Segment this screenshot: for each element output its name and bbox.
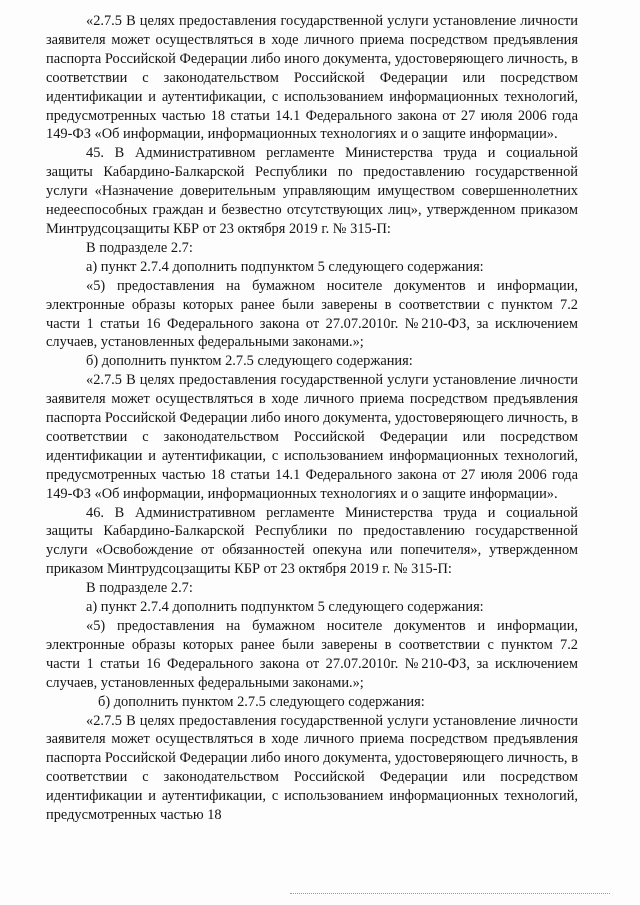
paragraph-quote-5: «5) предоставления на бумажном носителе документов и информации, электронные образы которых ранее были заверены в соответствии с пунктом 7.2 части 1 статьи 16 Федерального закона от 27.07.2010г. №210-ФЗ, за исключением случаев, установленных федеральными законами.»; [46, 277, 578, 351]
scan-edge-line [290, 893, 610, 894]
paragraph-point-b: б) дополнить пунктом 2.7.5 следующего содержания: [86, 353, 413, 370]
paragraph-subsection: В подразделе 2.7: [86, 239, 193, 256]
paragraph-quote-5: «5) предоставления на бумажном носителе документов и информации, электронные образы которых ранее были заверены в соответствии с пунктом 7.2 части 1 статьи 16 Федерального закона от 27.07.2010г. №210-ФЗ, за исключением случаев, установленных федеральными законами.»; [46, 618, 578, 691]
document-body [46, 12, 578, 825]
paragraph-point-a: а) пункт 2.7.4 дополнить подпунктом 5 следующего содержания: [86, 258, 484, 275]
paragraph-point-b: б) дополнить пунктом 2.7.5 следующего содержания: [98, 693, 425, 710]
paragraph-point-a: а) пункт 2.7.4 дополнить подпунктом 5 следующего содержания: [86, 599, 484, 616]
paragraph-quote-2-7-5: «2.7.5 В целях предоставления государственной услуги установление личности заявителя может осуществляться в ходе личного приема посредством предъявления паспорта Российской Федерации либо иного документа, удостоверяющего личность, в соответствии с законодательством Российской Федерации или посредством идентификации и аутентификации, с использованием информационных технологий, предусмотренных частью 18 статьи 14.1 Федерального закона от 27 июля 2006 года 149-ФЗ «Об информации, информационных технологиях и о защите информации». [46, 372, 578, 502]
paragraph-item-46: 46. В Административном регламенте Министерства труда и социальной защиты Кабардино-Балкарской Республики по предоставлению государственной услуги «Освобождение от обязанностей опекуна или попечителя», утвержденном приказом Минтрудсоцзащиты КБР от 23 октября 2019 г. № 315-П: [46, 504, 578, 578]
paragraph-quote-2-7-5: «2.7.5 В целях предоставления государственной услуги установление личности заявителя может осуществляться в ходе личного приема посредством предъявления паспорта Российской Федерации либо иного документа, удостоверяющего личность, в соответствии с законодательством Российской Федерации или посредством идентификации и аутентификации, с использованием информационных технологий, предусмотренных частью 18 статьи 14.1 Федерального закона от 27 июля 2006 года 149-ФЗ «Об информации, информационных технологиях и о защите информации». [46, 13, 578, 143]
paragraph-item-45: 45. В Административном регламенте Министерства труда и социальной защиты Кабардино-Балкарской Республики по предоставлению государственной услуги «Назначение доверительным управляющим имуществом совершеннолетних недееспособных граждан и безвестно отсутствующих лиц», утвержденном приказом Минтрудсоцзащиты КБР от 23 октября 2019 г. № 315-П: [46, 145, 578, 237]
paragraph-subsection: В подразделе 2.7: [86, 580, 193, 597]
paragraph-quote-2-7-5: «2.7.5 В целях предоставления государственной услуги установление личности заявителя может осуществляться в ходе личного приема посредством предъявления паспорта Российской Федерации либо иного документа, удостоверяющего личность, в соответствии с законодательством Российской Федерации или посредством идентификации и аутентификации, с использованием информационных технологий, предусмотренных частью 18 [46, 712, 578, 824]
